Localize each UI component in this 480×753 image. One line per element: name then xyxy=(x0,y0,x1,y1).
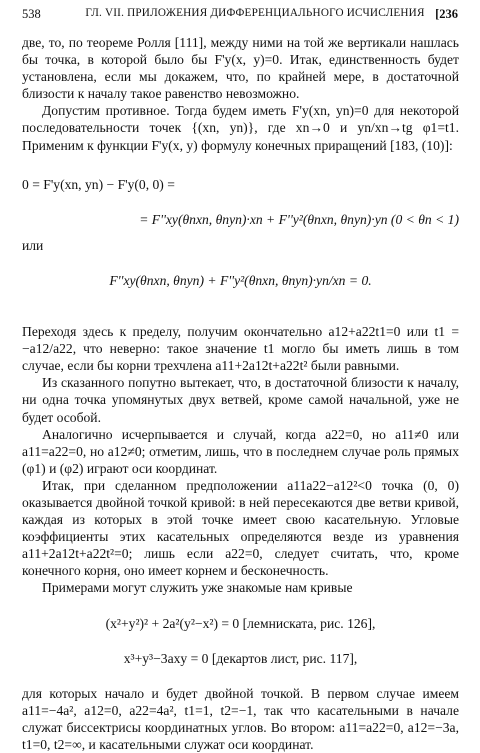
running-header xyxy=(22,7,458,25)
equation-2: = F''xy(θnxn, θnyn)·xn + F''y²(θnxn, θnyn)·yn (0 < θn < 1) xyxy=(139,211,459,227)
equation-lemniscate: (x²+y²)² + 2a²(y²−x²) = 0 [лемниската, рис. 126], xyxy=(105,615,376,631)
equation-3: F''xy(θnxn, θnyn) + F''y²(θnxn, θnyn)·yn/xn = 0. xyxy=(109,272,372,288)
paragraph-6: Итак, при сделанном предположении a11a22−a12²<0 точка (0, 0) оказывается двойной точкой кривой: в ней пересекаются две ветви кривой, каждая из которых в этой точке имеет свою касательную. Угловые коэффициенты этих касательных определяются везде из уравнения a11+2a12t+a22t²=0; лишь если a22=0, следует считать, что, кроме конечного корня, оно имеет корнем и бесконечность. xyxy=(22,477,459,579)
equation-folium: x³+y³−3axy = 0 [декартов лист, рис. 117], xyxy=(123,650,358,666)
section-number: [236 xyxy=(435,7,458,21)
paragraph-3: Переходя здесь к пределу, получим окончательно a12+a22t1=0 или t1 = −a12/a22, что неверно: такое значение t1 могло бы иметь лишь в том случае, если бы корни трехчлена a11+2a12t+a22t² были равными. xyxy=(22,324,459,374)
paragraph-2: Допустим противное. Тогда будем иметь F'y(xn, yn)=0 для некоторой последовательности точек {(xn, yn)}, где xn→0 и yn/xn→tg φ1=t1. Применим к функции F'y(x, y) формулу конечных приращений [183, (10)]: xyxy=(22,103,459,153)
page-body xyxy=(22,34,459,753)
word-ili: или xyxy=(22,237,44,253)
chapter-title: ГЛ. VII. ПРИЛОЖЕНИЯ ДИФФЕРЕНЦИАЛЬНОГО ИСЧИСЛЕНИЯ xyxy=(85,7,425,19)
page-number: 538 xyxy=(22,7,41,21)
paragraph-8: для которых начало и будет двойной точкой. В первом случае имеем a11=−4a², a12=0, a22=4a², t1=1, t2=−1, так что касательными в начале служат биссектрисы координатных углов. Во втором: a11=a22=0, a12=−3a, t1=0, t2=∞, и касательными служат оси координат. xyxy=(22,685,459,752)
paragraph-5: Аналогично исчерпывается и случай, когда a22=0, но a11≠0 или a11=a22=0, но a12≠0; отметим, лишь, что в последнем случае роль прямых (φ1) и (φ2) играют оси координат. xyxy=(22,426,459,476)
paragraph-7: Примерами могут служить уже знакомые нам кривые xyxy=(42,580,353,596)
equation-1: 0 = F'y(xn, yn) − F'y(0, 0) = xyxy=(22,176,175,192)
paragraph-1: две, то, по теореме Ролля [111], между ними на той же вертикали нашлась бы точка, в которой было бы F'y(x, y)=0. Итак, единственность будет установлена, если мы докажем, что, по крайней мере, в достаточной близости к началу такое равенство невозможно. xyxy=(22,35,459,102)
paragraph-4: Из сказанного попутно вытекает, что, в достаточной близости к началу, ни одна точка упомянутых двух ветвей, кроме самой начальной, уже не будет особой. xyxy=(22,375,459,425)
